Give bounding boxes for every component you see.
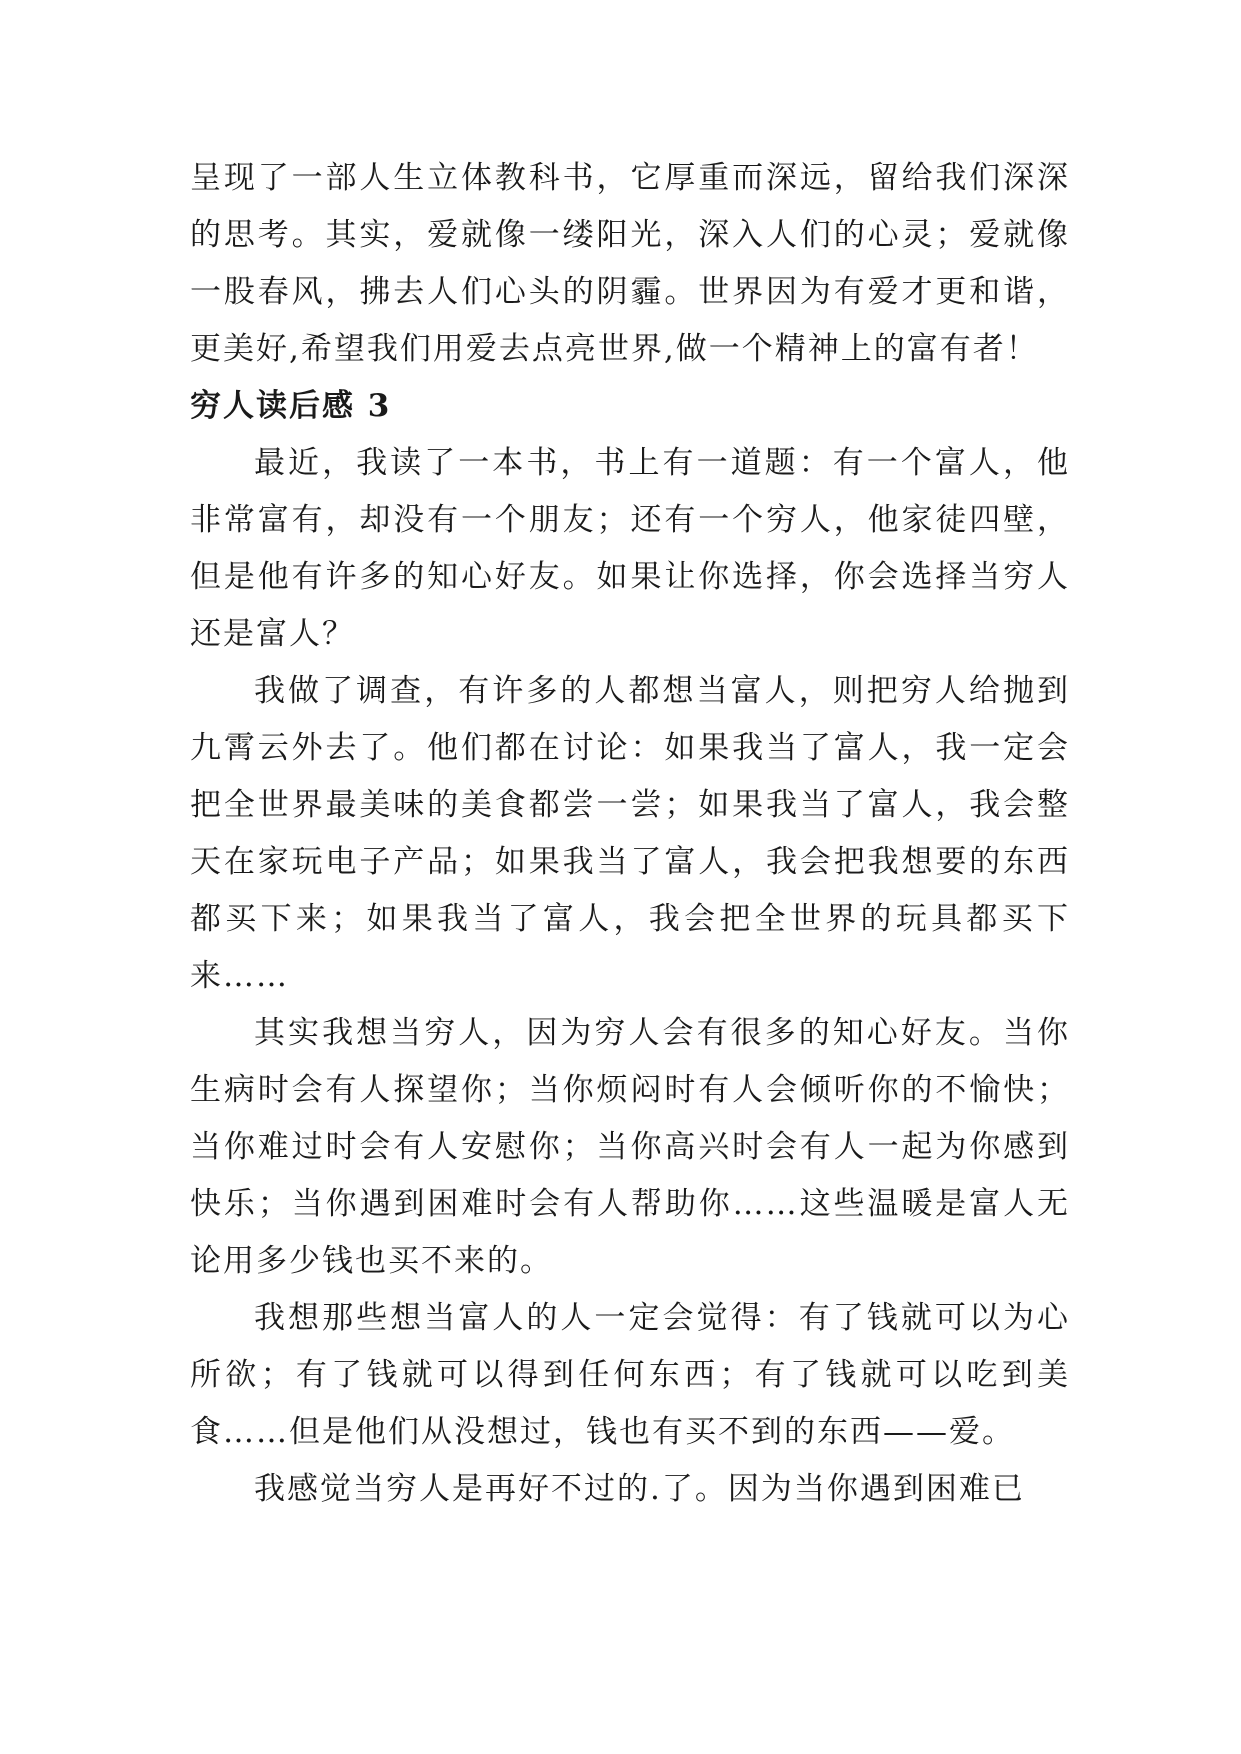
paragraph-3: 其实我想当穷人，因为穷人会有很多的知心好友。当你生病时会有人探望你；当你烦闷时有人会倾听你的不愉快；当你难过时会有人安慰你；当你高兴时会有人一起为你感到快乐；当你遇到困难时会有人帮助你……这些温暖是富人无论用多少钱也买不来的。 bbox=[190, 1015, 1070, 1279]
section-title: 穷人读后感 3 bbox=[190, 388, 392, 424]
paragraph-4: 我想那些想当富人的人一定会觉得：有了钱就可以为心所欲；有了钱就可以得到任何东西；有了钱就可以吃到美食……但是他们从没想过，钱也有买不到的东西——爱。 bbox=[190, 1300, 1070, 1450]
document-page bbox=[190, 150, 1070, 1518]
continuation-paragraph: 呈现了一部人生立体教科书，它厚重而深远，留给我们深深的思考。其实，爱就像一缕阳光，深入人们的心灵；爱就像一股春风，拂去人们心头的阴霾。世界因为有爱才更和谐，更美好,希望我们用爱去点亮世界,做一个精神上的富有者！ bbox=[190, 160, 1070, 367]
paragraph-5: 我感觉当穷人是再好不过的.了。因为当你遇到困难已 bbox=[254, 1471, 1025, 1507]
paragraph-1: 最近，我读了一本书，书上有一道题：有一个富人，他非常富有，却没有一个朋友；还有一个穷人，他家徒四壁，但是他有许多的知心好友。如果让你选择，你会选择当穷人还是富人？ bbox=[190, 445, 1070, 652]
paragraph-2: 我做了调查，有许多的人都想当富人，则把穷人给抛到九霄云外去了。他们都在讨论：如果我当了富人，我一定会把全世界最美味的美食都尝一尝；如果我当了富人，我会整天在家玩电子产品；如果我当了富人，我会把我想要的东西都买下来；如果我当了富人，我会把全世界的玩具都买下来…… bbox=[190, 673, 1070, 994]
